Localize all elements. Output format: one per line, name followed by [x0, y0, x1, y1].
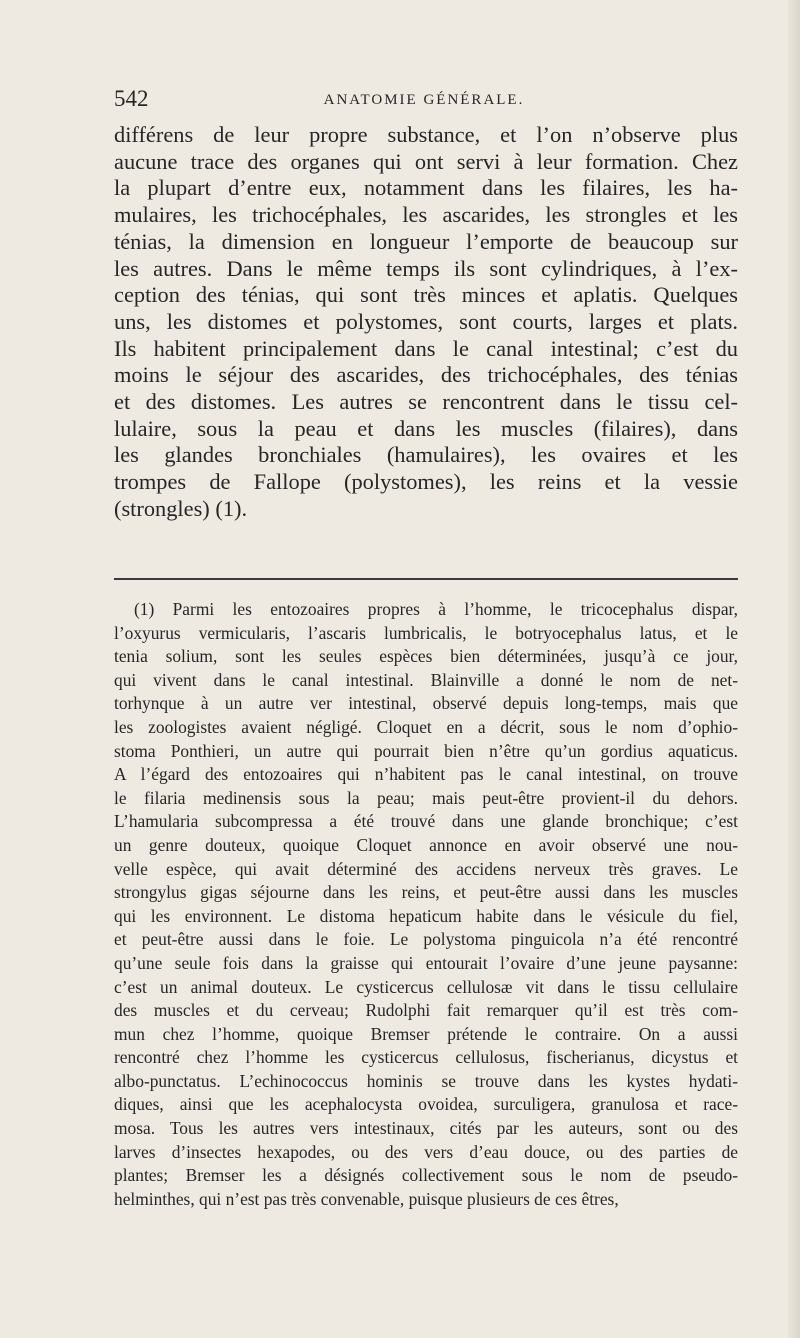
- footnote-line: strongylus gigas séjourne dans les reins, et peut-être aussi dans les muscles: [114, 882, 738, 903]
- footnote-line: des muscles et du cerveau; Rudolphi fait remarquer qu’il est très com-: [114, 1000, 738, 1021]
- text-line: moins le séjour des ascarides, des trichocéphales, des ténias: [114, 362, 738, 388]
- text-line: Ils habitent principalement dans le canal intestinal; c’est du: [114, 335, 738, 361]
- footnote-line: tenia solium, sont les seules espèces bien déterminées, jusqu’à ce jour,: [114, 646, 738, 667]
- page-number: 542: [114, 86, 149, 111]
- running-head: ANATOMIE GÉNÉRALE.: [323, 92, 525, 108]
- footnote-line: qui les environnent. Le distoma hepaticum habite dans le vésicule du fiel,: [114, 905, 738, 926]
- footnote-line: un genre douteux, quoique Cloquet annonce en avoir observé une nou-: [114, 834, 738, 855]
- footnote-line: diques, ainsi que les acephalocysta ovoidea, surculigera, granulosa et race-: [114, 1094, 738, 1115]
- page-header: [114, 86, 734, 116]
- footnote-line: (1) Parmi les entozoaires propres à l’homme, le tricocephalus dispar,: [134, 599, 738, 619]
- footnote-line: l’oxyurus vermicularis, l’ascaris lumbricalis, le botryocephalus latus, et le: [114, 622, 738, 643]
- text-line: (strongles) (1).: [114, 495, 248, 521]
- footnote-line: larves d’insectes hexapodes, ou des vers d’eau douce, ou des parties de: [114, 1141, 738, 1162]
- text-line: lulaire, sous la peau et dans les muscles (filaires), dans: [114, 415, 738, 441]
- text-line: différens de leur propre substance, et l’on n’observe plus: [114, 122, 738, 147]
- footnote-line: helminthes, qui n’est pas très convenable, puisque plusieurs de ces êtres,: [114, 1188, 619, 1209]
- footnote-line: torhynque à un autre ver intestinal, observé depuis long-temps, mais que: [114, 693, 738, 714]
- footnote-line: et peut-être aussi dans le foie. Le polystoma pinguicola n’a été rencontré: [114, 929, 738, 950]
- text-line: ténias, la dimension en longueur l’emporte de beaucoup sur: [114, 228, 738, 254]
- text-line: les autres. Dans le même temps ils sont cylindriques, à l’ex-: [114, 255, 738, 281]
- footnote: [114, 598, 738, 1211]
- main-paragraph: [114, 122, 738, 523]
- footnote-line: albo-punctatus. L’echinococcus hominis se trouve dans les kystes hydati-: [114, 1070, 738, 1091]
- text-line: la plupart d’entre eux, notamment dans les filaires, les ha-: [114, 175, 738, 201]
- footnote-line: le filaria medinensis sous la peau; mais peut-être provient-il du dehors.: [114, 787, 738, 808]
- page-edge: [788, 0, 800, 1338]
- footnote-line: mun chez l’homme, quoique Bremser prétende le contraire. On a aussi: [114, 1023, 738, 1044]
- footnote-line: L’hamularia subcompressa a été trouvé dans une glande bronchique; c’est: [114, 811, 738, 832]
- footnote-line: stoma Ponthieri, un autre qui pourrait bien n’être qu’un gordius aquaticus.: [114, 740, 738, 761]
- footnote-line: rencontré chez l’homme les cysticercus cellulosus, fischerianus, dicystus et: [114, 1047, 738, 1068]
- text-line: aucune trace des organes qui ont servi à leur formation. Chez: [114, 148, 738, 174]
- footnote-line: qu’une seule fois dans la graisse qui entourait l’ovaire d’une jeune paysanne:: [114, 952, 738, 973]
- text-line: et des distomes. Les autres se rencontrent dans le tissu cel-: [114, 389, 738, 415]
- text-line: uns, les distomes et polystomes, sont courts, larges et plats.: [114, 308, 738, 334]
- text-line: ception des ténias, qui sont très minces et aplatis. Quelques: [114, 282, 738, 308]
- footnote-line: velle espèce, qui avait déterminé des accidens nerveux très graves. Le: [114, 858, 738, 879]
- footnote-line: qui vivent dans le canal intestinal. Blainville a donné le nom de net-: [114, 669, 738, 690]
- footnote-line: les zoologistes avaient négligé. Cloquet en a décrit, sous le nom d’ophio-: [114, 716, 738, 737]
- footnote-line: A l’égard des entozoaires qui n’habitent pas le canal intestinal, on trouve: [114, 764, 738, 785]
- text-line: mulaires, les trichocéphales, les ascarides, les strongles et les: [114, 202, 738, 228]
- footnote-line: c’est un animal douteux. Le cysticercus cellulosæ vit dans le tissu cellulaire: [114, 976, 738, 997]
- footnote-line: plantes; Bremser les a désignés collectivement sous le nom de pseudo-: [114, 1165, 738, 1186]
- footnote-line: mosa. Tous les autres vers intestinaux, cités par les auteurs, sont ou des: [114, 1118, 738, 1139]
- text-line: trompes de Fallope (polystomes), les reins et la vessie: [114, 469, 738, 495]
- footnote-separator: [114, 578, 738, 580]
- text-line: les glandes bronchiales (hamulaires), les ovaires et les: [114, 442, 738, 468]
